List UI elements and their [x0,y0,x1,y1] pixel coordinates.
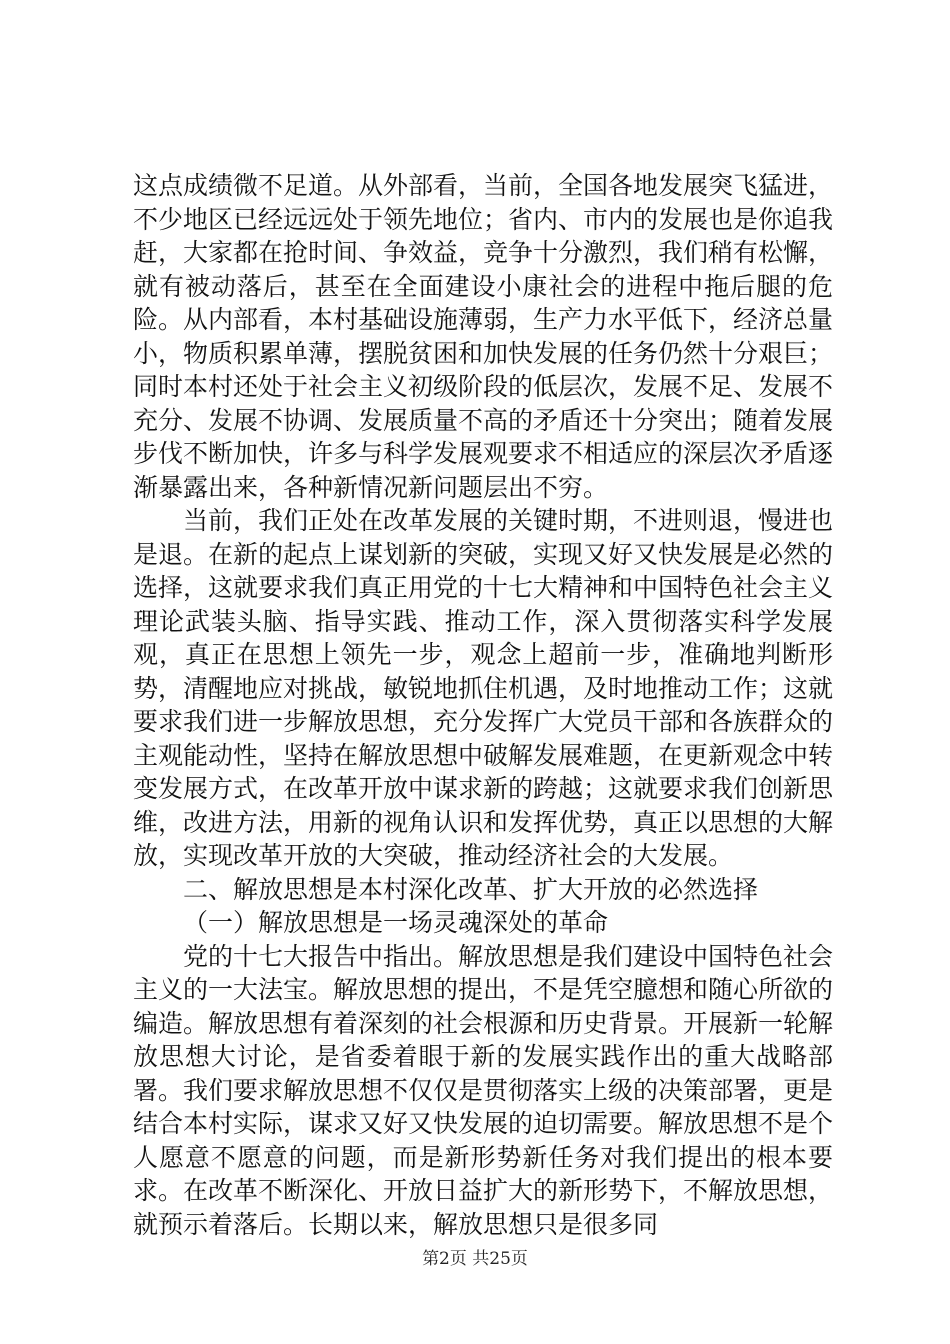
body-paragraph-2: 当前，我们正处在改革发展的关键时期，不进则退，慢进也是退。在新的起点上谋划新的突破，实现又好又快发展是必然的选择，这就要求我们真正用党的十七大精神和中国特色社会主义理论武装头脑、指导实践、推动工作，深入贯彻落实科学发展观，真正在思想上领先一步，观念上超前一步，准确地判断形势，清醒地应对挑战，敏锐地抓住机遇，及时地推动工作；这就要求我们进一步解放思想，充分发挥广大党员干部和各族群众的主观能动性，坚持在解放思想中破解发展难题，在更新观念中转变发展方式，在改革开放中谋求新的跨越；这就要求我们创新思维，改进方法，用新的视角认识和发挥优势，真正以思想的大解放，实现改革开放的大突破，推动经济社会的大发展。 [133,506,834,870]
subsection-heading: （一）解放思想是一场灵魂深处的革命 [183,908,609,937]
section-heading: 二、解放思想是本村深化改革、扩大开放的必然选择 [183,874,759,904]
body-paragraph-3: 党的十七大报告中指出。解放思想是我们建设中国特色社会主义的一大法宝。解放思想的提出，不是凭空臆想和随心所欲的编造。解放思想有着深刻的社会根源和历史背景。开展新一轮解放思想大讨论，是省委着眼于新的发展实践作出的重大战略部署。我们要求解放思想不仅仅是贯彻落实上级的决策部署，更是结合本村实际，谋求又好又快发展的迫切需要。解放思想不是个人愿意不愿意的问题，而是新形势新任务对我们提出的根本要求。在改革不断深化、开放日益扩大的新形势下，不解放思想，就预示着落后。长期以来，解放思想只是很多同 [133,941,834,1239]
page-number-footer: 第2页 共25页 [422,1249,528,1269]
body-paragraph-1: 这点成绩微不足道。从外部看，当前，全国各地发展突飞猛进，不少地区已经远远处于领先地位；省内、市内的发展也是你追我赶，大家都在抢时间、争效益，竞争十分激烈，我们稍有松懈，就有被动落后，甚至在全面建设小康社会的进程中拖后腿的危险。从内部看，本村基础设施薄弱，生产力水平低下，经济总量小，物质积累单薄，摆脱贫困和加快发展的任务仍然十分艰巨；同时本村还处于社会主义初级阶段的低层次，发展不足、发展不充分、发展不协调、发展质量不高的矛盾还十分突出；随着发展步伐不断加快，许多与科学发展观要求不相适应的深层次矛盾逐渐暴露出来，各种新情况新问题层出不穷。 [133,171,834,502]
document-body [133,169,833,1241]
